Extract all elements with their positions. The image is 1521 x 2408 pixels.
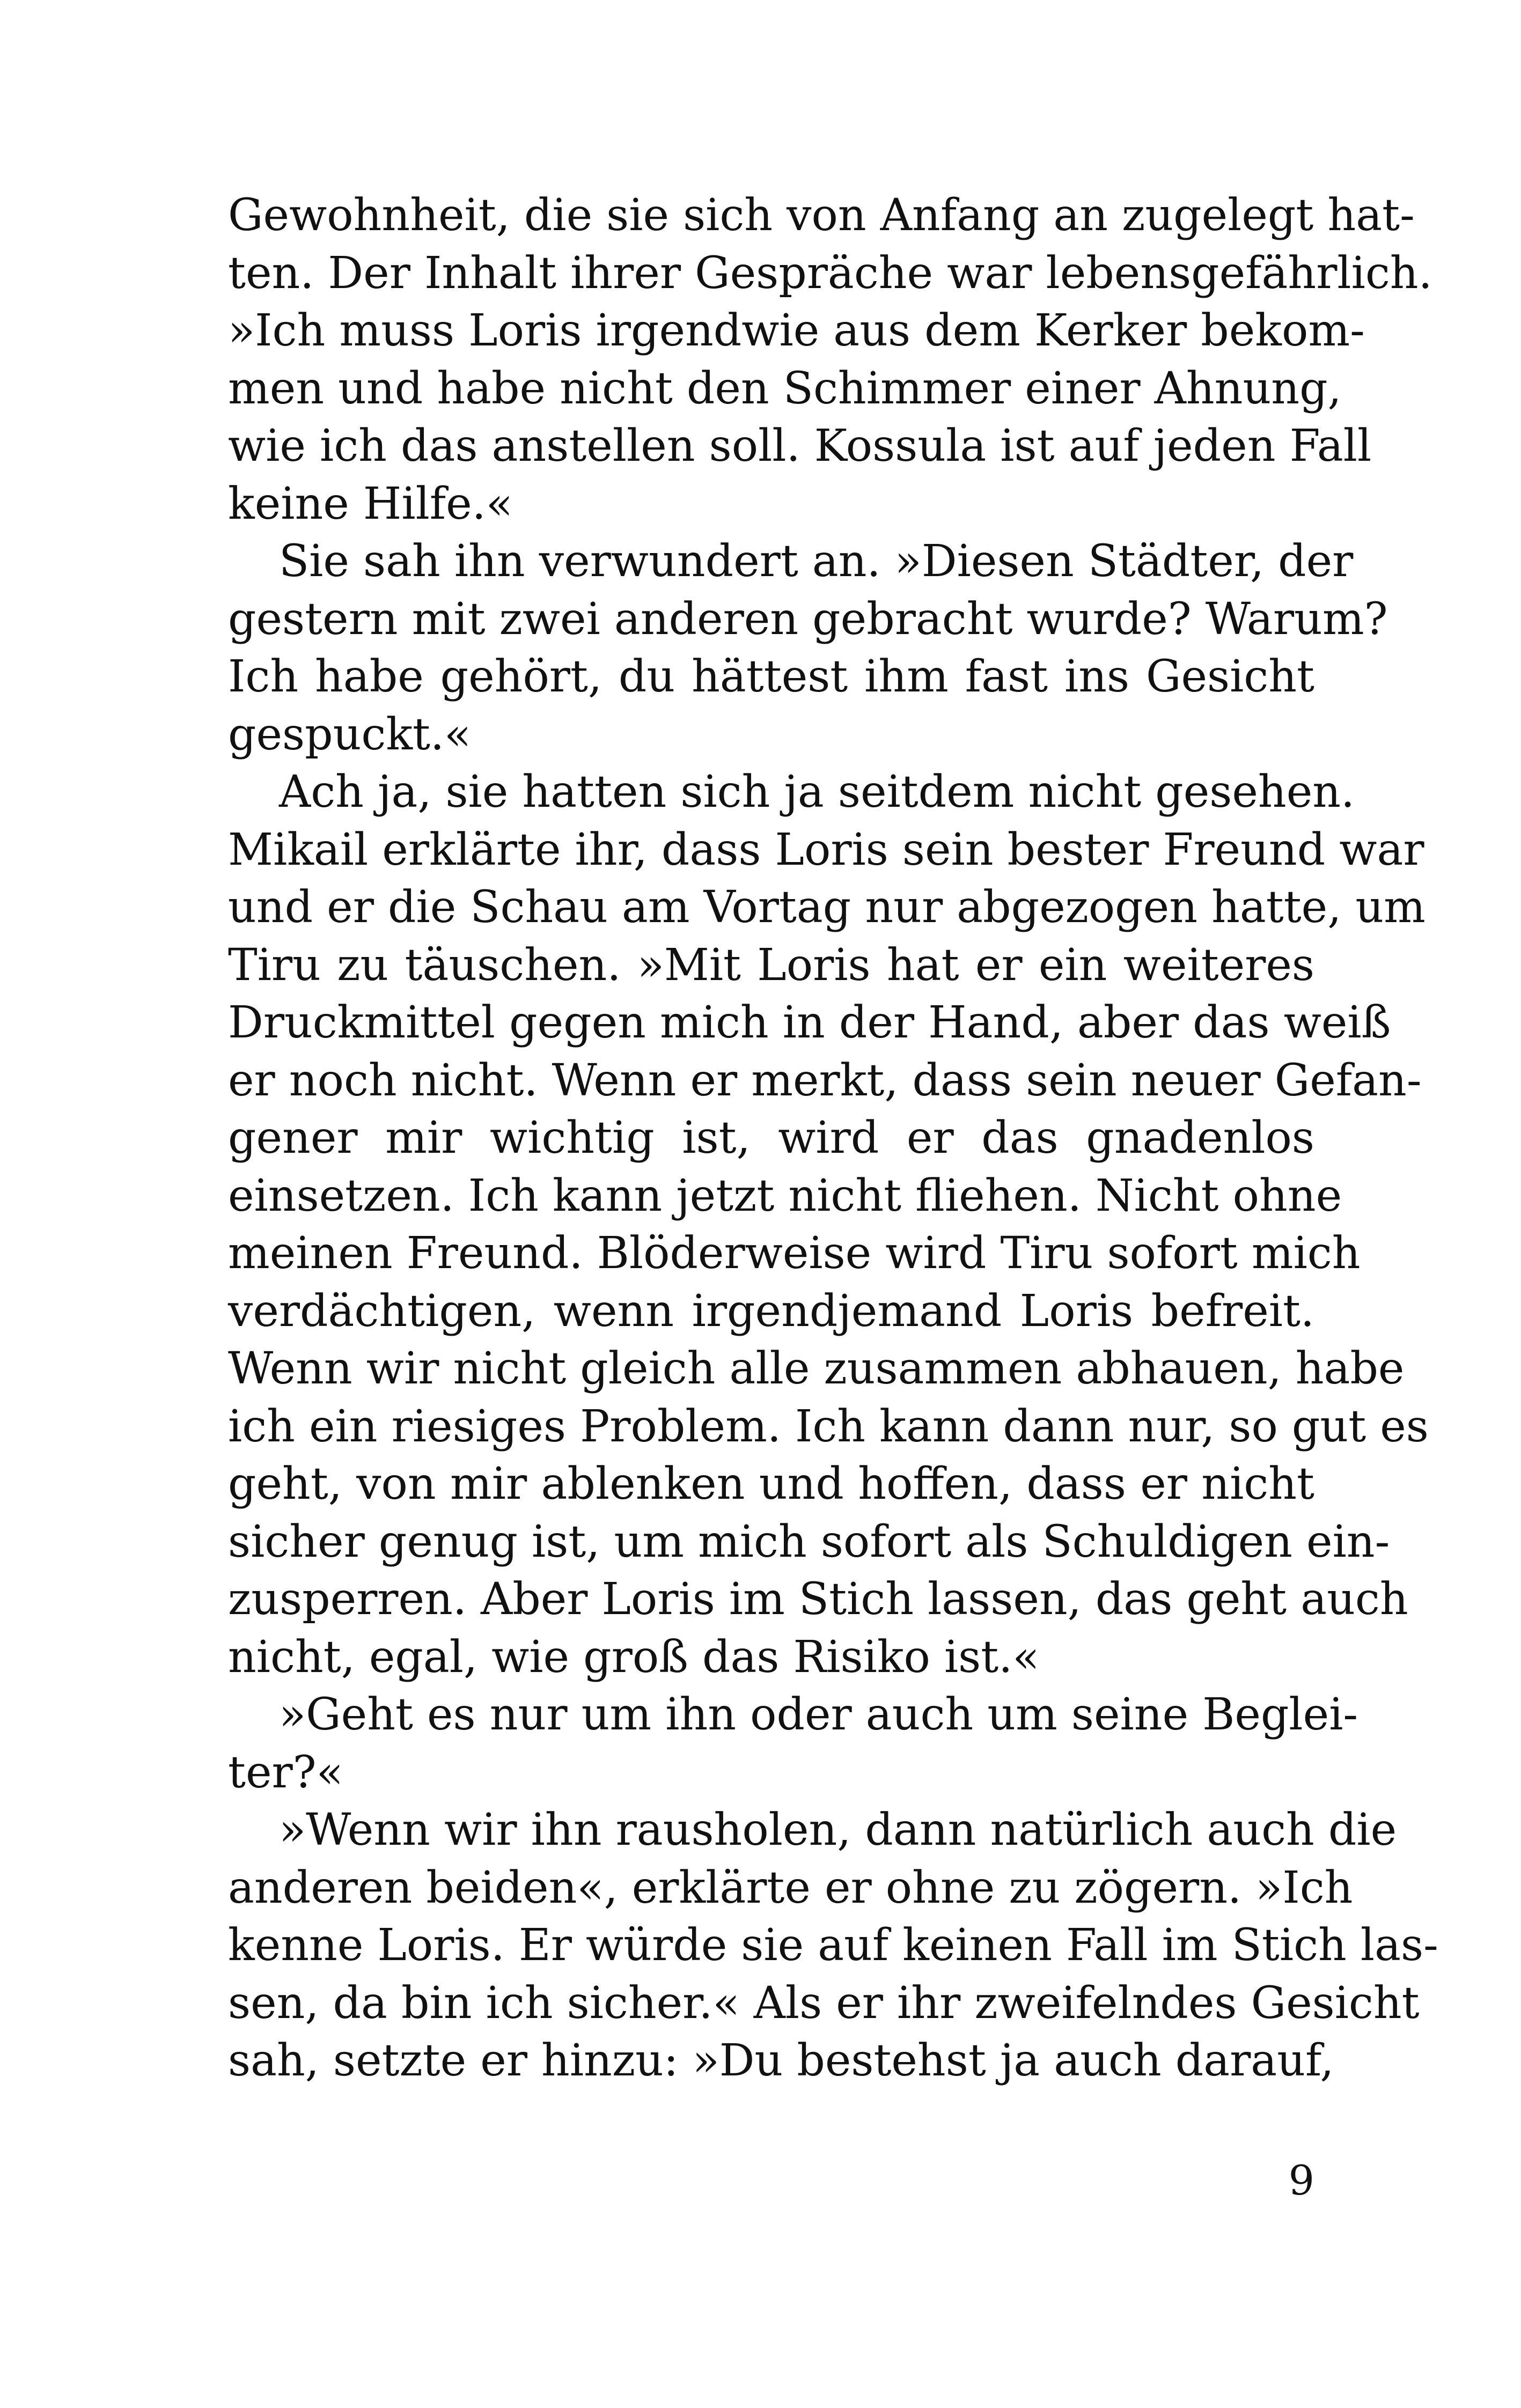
- text-line: ten. Der Inhalt ihrer Gespräche war lebensgefährlich.: [228, 247, 1432, 299]
- text-line: kenne Loris. Er würde sie auf keinen Fall im Stich las-: [228, 1920, 1438, 1971]
- text-line: nicht, egal, wie groß das Risiko ist.«: [228, 1631, 1040, 1683]
- text-line: meinen Freund. Blöderweise wird Tiru sofort mich: [228, 1228, 1361, 1279]
- text-line: wie ich das anstellen soll. Kossula ist auf jeden Fall: [228, 421, 1372, 472]
- page-number: 9: [1288, 2156, 1314, 2204]
- text-line: men und habe nicht den Schimmer einer Ahnung,: [228, 363, 1342, 414]
- text-line: Wenn wir nicht gleich alle zusammen abhauen, habe: [228, 1343, 1405, 1394]
- text-line: er noch nicht. Wenn er merkt, dass sein neuer Gefan-: [228, 1055, 1422, 1106]
- text-line: und er die Schau am Vortag nur abgezogen hatte, um: [228, 882, 1426, 933]
- text-line: Sie sah ihn verwundert an. »Diesen Städter, der: [279, 536, 1354, 587]
- text-line: Ach ja, sie hatten sich ja seitdem nicht gesehen.: [279, 767, 1355, 818]
- text-line: sah, setzte er hinzu: »Du bestehst ja auch darauf,: [228, 2035, 1334, 2086]
- text-line: geht, von mir ablenken und hoffen, dass er nicht: [228, 1459, 1314, 1509]
- text-line: Tiru zu täuschen. »Mit Loris hat er ein weiteres: [228, 939, 1314, 991]
- text-line: Gewohnheit, die sie sich von Anfang an zugelegt hat-: [228, 190, 1415, 241]
- text-line: »Wenn wir ihn rausholen, dann natürlich auch die: [279, 1805, 1397, 1855]
- text-line: Ich habe gehört, du hättest ihm fast ins Gesicht: [228, 651, 1314, 702]
- text-line: gestern mit zwei anderen gebracht wurde? Warum?: [228, 593, 1388, 645]
- text-line: »Geht es nur um ihn oder auch um seine Beglei-: [279, 1689, 1358, 1740]
- text-line: sen, da bin ich sicher.« Als er ihr zweifelndes Gesicht: [228, 1977, 1420, 2029]
- text-line: »Ich muss Loris irgendwie aus dem Kerker bekom-: [228, 305, 1365, 356]
- body-text: [228, 187, 1438, 2090]
- text-line: ich ein riesiges Problem. Ich kann dann nur, so gut es: [228, 1401, 1429, 1452]
- text-line: anderen beiden«, erklärte er ohne zu zögern. »Ich: [228, 1862, 1353, 1913]
- text-line: einsetzen. Ich kann jetzt nicht fliehen. Nicht ohne: [228, 1170, 1342, 1221]
- text-line: zusperren. Aber Loris im Stich lassen, das geht auch: [228, 1574, 1408, 1625]
- text-line: keine Hilfe.«: [228, 478, 513, 529]
- text-line: ter?«: [228, 1747, 343, 1798]
- text-line: sicher genug ist, um mich sofort als Schuldigen ein-: [228, 1516, 1390, 1567]
- text-line: Druckmittel gegen mich in der Hand, aber das weiß: [228, 997, 1391, 1048]
- text-line: verdächtigen, wenn irgendjemand Loris befreit.: [228, 1285, 1314, 1337]
- text-line: gener mir wichtig ist, wird er das gnadenlos: [228, 1113, 1314, 1164]
- text-line: Mikail erklärte ihr, dass Loris sein bester Freund war: [228, 824, 1424, 875]
- text-line: gespuckt.«: [228, 709, 472, 760]
